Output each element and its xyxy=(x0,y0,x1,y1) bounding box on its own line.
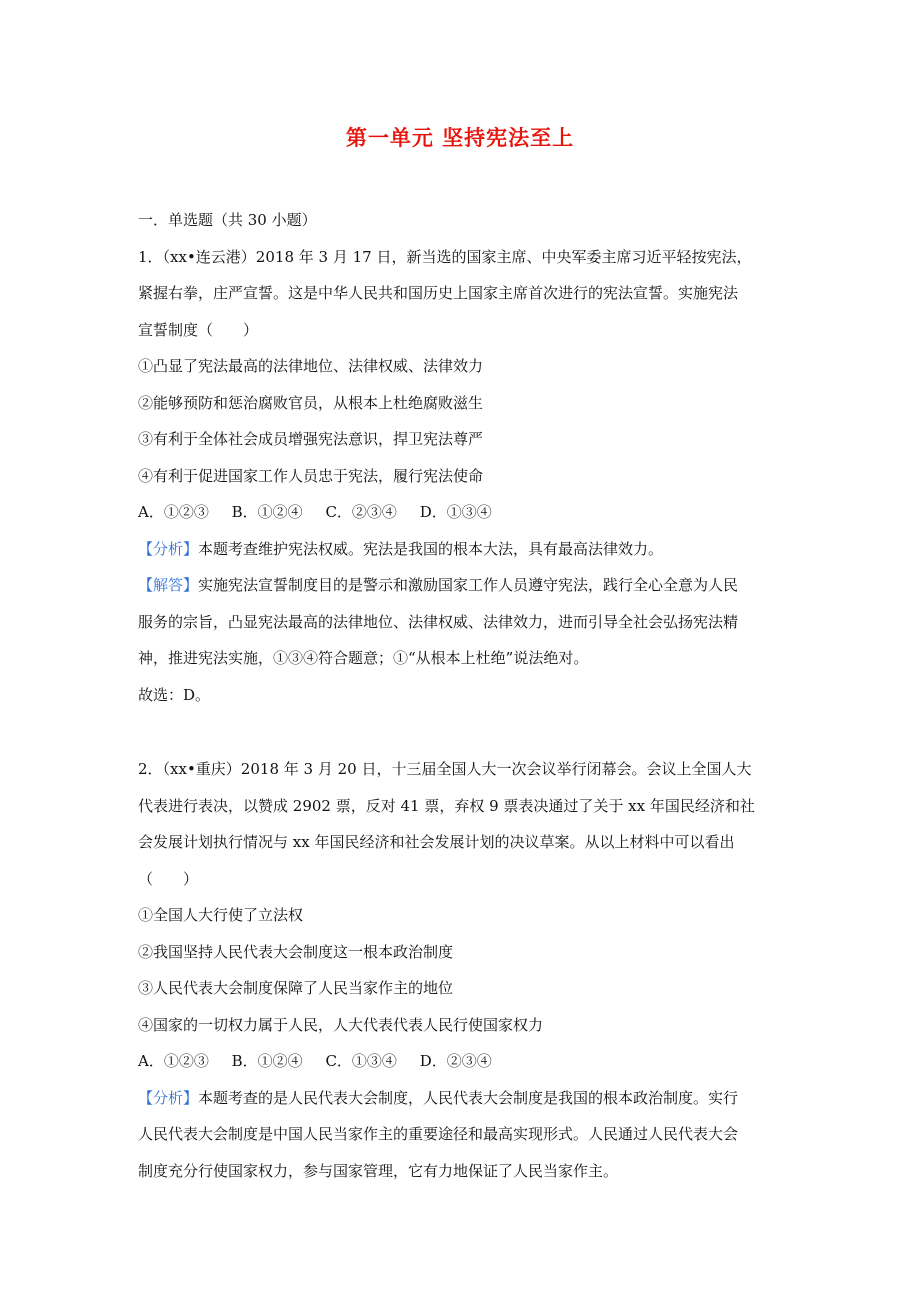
analysis-tag: 【分析】 xyxy=(138,1088,199,1107)
question-1 xyxy=(138,239,788,714)
question-stem-line: 代表进行表决，以赞成 2902 票，反对 41 票，弃权 9 票表决通过了关于 xx 年国民经济和社 xyxy=(138,796,755,815)
analysis-line xyxy=(138,531,788,568)
analysis-line: 制度充分行使国家权力，参与国家管理，它有力地保证了人民当家作主。 xyxy=(138,1161,619,1180)
statement-item: ④有利于促进国家工作人员忠于宪法，履行宪法使命 xyxy=(138,466,484,485)
analysis-tag: 【分析】 xyxy=(138,539,199,558)
statement-item: ④国家的一切权力属于人民，人大代表代表人民行使国家权力 xyxy=(138,1015,544,1034)
analysis-line: 人民代表大会制度是中国人民当家作主的重要途径和最高实现形式。人民通过人民代表大会 xyxy=(138,1125,739,1143)
option-d: D．①③④ xyxy=(419,503,492,521)
statement-item: ②我国坚持人民代表大会制度这一根本政治制度 xyxy=(138,942,454,961)
page-title: 第一单元 坚持宪法至上 xyxy=(345,126,575,150)
statement-item: ③有利于全体社会成员增强宪法意识，捍卫宪法尊严 xyxy=(138,430,484,448)
statement-item: ①全国人大行使了立法权 xyxy=(138,906,304,924)
answer-options xyxy=(138,494,788,531)
statement-item: ①凸显了宪法最高的法律地位、法律权威、法律效力 xyxy=(138,357,484,375)
analysis-text: 本题考查维护宪法权威。宪法是我国的根本大法，具有最高法律效力。 xyxy=(198,539,664,558)
final-choice: 故选：D。 xyxy=(138,685,211,704)
section-heading: 一．单选题（共 30 小题） xyxy=(138,211,317,229)
statement-item: ②能够预防和惩治腐败官员，从根本上杜绝腐败滋生 xyxy=(138,393,484,412)
question-stem-line: （ ） xyxy=(138,869,199,888)
spacer xyxy=(138,713,788,751)
question-stem-line: 2．（xx•重庆）2018 年 3 月 20 日，十三届全国人大一次会议举行闭幕会。会议上全国人大 xyxy=(138,760,752,778)
answer-line: 神，推进宪法实施，①③④符合题意；①“从根本上杜绝”说法绝对。 xyxy=(138,649,589,667)
option-b: B．①②④ xyxy=(231,1052,303,1070)
answer-line: 服务的宗旨，凸显宪法最高的法律地位、法律权威、法律效力，进而引导全社会弘扬宪法精 xyxy=(138,612,739,631)
option-b: B．①②④ xyxy=(231,503,303,521)
option-c: C．②③④ xyxy=(325,503,397,521)
analysis-text: 本题考查的是人民代表大会制度，人民代表大会制度是我国的根本政治制度。实行 xyxy=(198,1088,739,1107)
question-stem-line: 紧握右拳，庄严宣誓。这是中华人民共和国历史上国家主席首次进行的宪法宣誓。实施宪法 xyxy=(138,284,739,302)
analysis-line xyxy=(138,1080,788,1117)
answer-tag: 【解答】 xyxy=(138,576,199,594)
answer-text: 实施宪法宣誓制度目的是警示和激励国家工作人员遵守宪法，践行全心全意为人民 xyxy=(198,576,739,594)
option-a: A．①②③ xyxy=(138,503,209,521)
document-body xyxy=(138,202,788,1189)
statement-item: ③人民代表大会制度保障了人民当家作主的地位 xyxy=(138,979,454,997)
question-stem-line: 宣誓制度（ ） xyxy=(138,320,259,339)
question-stem-line: 1．（xx•连云港）2018 年 3 月 17 日，新当选的国家主席、中央军委主席习近平轻按宪法， xyxy=(138,247,752,266)
option-c: C．①③④ xyxy=(325,1052,397,1070)
answer-line xyxy=(138,567,788,604)
question-2 xyxy=(138,751,788,1189)
option-d: D．②③④ xyxy=(419,1052,492,1070)
option-a: A．①②③ xyxy=(138,1052,209,1070)
question-stem-line: 会发展计划执行情况与 xx 年国民经济和社会发展计划的决议草案。从以上材料中可以看出 xyxy=(138,833,735,851)
answer-options xyxy=(138,1043,788,1080)
